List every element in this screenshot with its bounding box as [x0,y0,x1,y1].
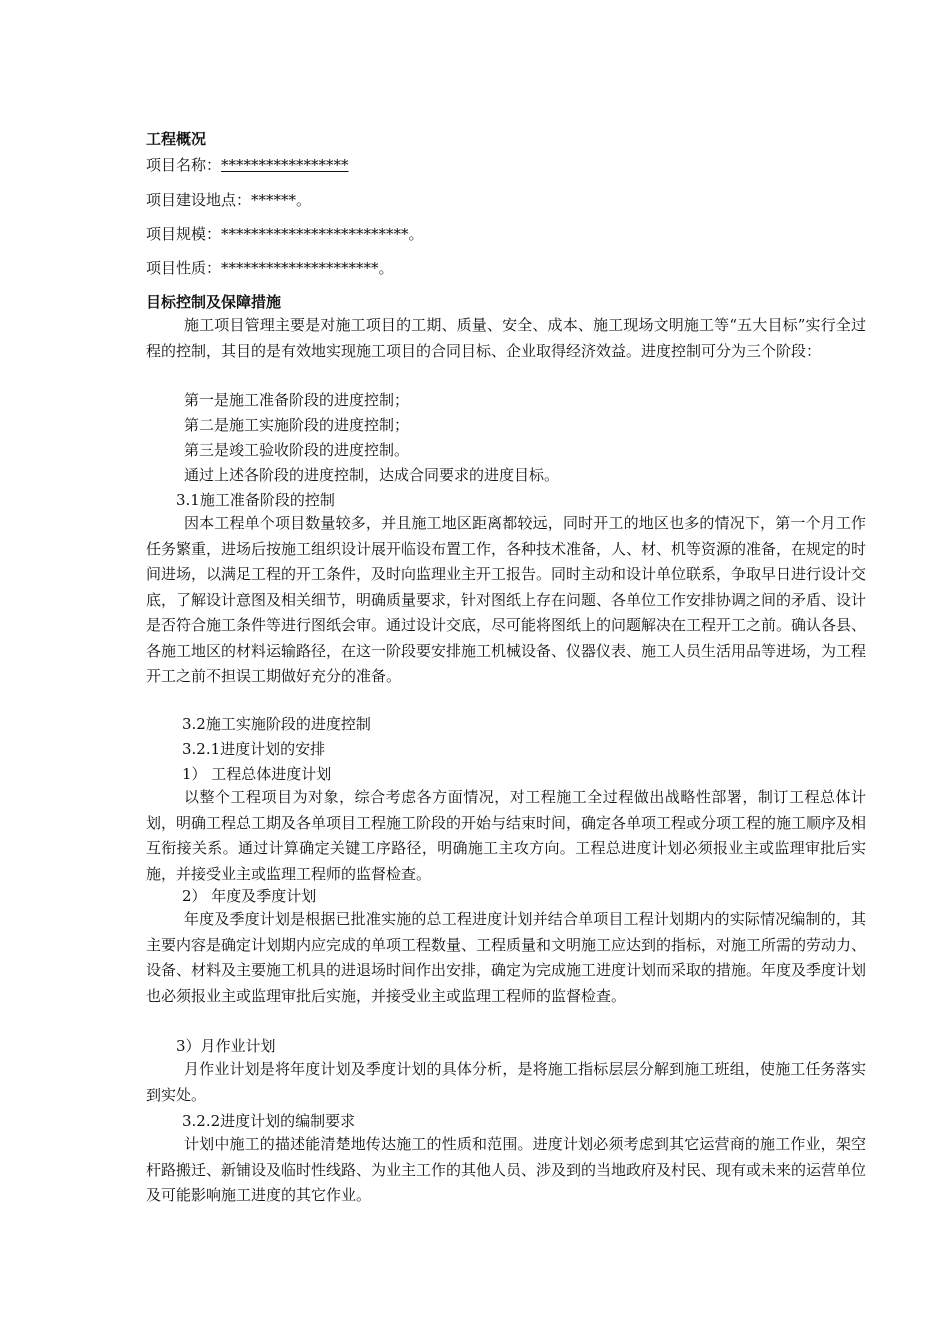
item-2-title: 2） 年度及季度计划 [182,887,317,905]
item-1-title: 1） 工程总体进度计划 [182,765,332,783]
stage-3: 第三是竣工验收阶段的进度控制。 [184,441,410,459]
stage-2: 第二是施工实施阶段的进度控制； [184,416,410,434]
target-summary: 通过上述各阶段的进度控制，达成合同要求的进度目标。 [184,466,560,484]
project-scale: 项目规模：*************************。 [146,225,424,243]
target-heading: 目标控制及保障措施 [146,293,282,311]
overview-heading: 工程概况 [146,130,207,148]
item-2-body: 年度及季度计划是根据已批准实施的总工程进度计划并结合单项目工程计划期内的实际情况编制的，其主要内容是确定计划期内应完成的单项工程数量、工程质量和文明施工应达到的指标，对施工所需的劳动力、设备、材料及主要施工机具的进退场时间作出安排，确定为完成施工进度计划而采取的措施。年度及季度计划也必须报业主或监理审批后实施，并接受业主或监理工程师的监督检查。 [146,910,867,1005]
project-name-line [146,155,866,175]
stage-1: 第一是施工准备阶段的进度控制； [184,391,410,409]
project-nature: 项目性质：*********************。 [146,259,394,277]
section-3-1-title: 3.1施工准备阶段的控制 [176,491,335,509]
item-3-title: 3）月作业计划 [176,1037,276,1055]
section-3-2-1-title: 3.2.1进度计划的安排 [182,740,326,758]
section-3-2-2-body: 计划中施工的描述能清楚地传达施工的性质和范围。进度计划必须考虑到其它运营商的施工作业，架空杆路搬迁、新铺设及临时性线路、为业主工作的其他人员、涉及到的当地政府及村民、现有或未来的运营单位及可能影响施工进度的其它作业。 [146,1135,867,1204]
item-1-body: 以整个工程项目为对象，综合考虑各方面情况，对工程施工全过程做出战略性部署，制订工程总体计划，明确工程总工期及各单项目工程施工阶段的开始与结束时间，确定各单项工程或分项工程的施工顺序及相互衔接关系。通过计算确定关键工序路径，明确施工主攻方向。工程总进度计划必须报业主或监理审批后实施，并接受业主或监理工程师的监督检查。 [146,788,867,883]
project-name-value: ***************** [221,156,349,174]
project-name-label: 项目名称： [146,156,222,174]
item-3-body: 月作业计划是将年度计划及季度计划的具体分析，是将施工指标层层分解到施工班组，使施工任务落实到实处。 [146,1060,866,1104]
section-3-2-title: 3.2施工实施阶段的进度控制 [182,715,371,733]
project-location: 项目建设地点：******。 [146,191,312,209]
section-3-2-2-title: 3.2.2进度计划的编制要求 [182,1112,356,1130]
section-3-1-body: 因本工程单个项目数量较多，并且施工地区距离都较远，同时开工的地区也多的情况下，第一个月工作任务繁重，进场后按施工组织设计展开临设布置工作，各种技术准备，人、材、机等资源的准备，在规定的时间进场，以满足工程的开工条件，及时向监理业主开工报告。同时主动和设计单位联系，争取早日进行设计交底，了解设计意图及相关细节，明确质量要求，针对图纸上存在问题、各单位工作安排协调之间的矛盾、设计是否符合施工条件等进行图纸会审。通过设计交底，尽可能将图纸上的问题解决在工程开工之前。确认各县、各施工地区的材料运输路径，在这一阶段要安排施工机械设备、仪器仪表、施工人员生活用品等进场，为工程开工之前不担误工期做好充分的准备。 [146,514,867,685]
target-intro: 施工项目管理主要是对施工项目的工期、质量、安全、成本、施工现场文明施工等“五大目标”实行全过程的控制，其目的是有效地实现施工项目的合同目标、企业取得经济效益。进度控制可分为三个阶段： [146,316,866,360]
